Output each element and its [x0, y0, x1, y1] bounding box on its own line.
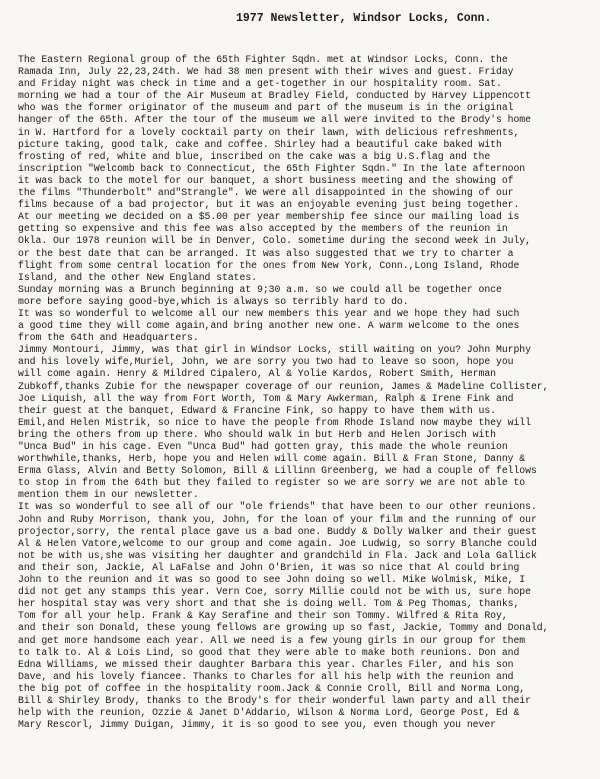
text-line: bring the others from up there. Who should walk in but Herb and Helen Jorisch with — [18, 428, 496, 440]
text-line: and their son, Jackie, Al LaFalse and John O'Brien, it was so nice that Al could bring — [18, 561, 520, 573]
text-line: Jimmy Montouri, Jimmy, was that girl in Windsor Locks, still waiting on you? John Murphy — [18, 344, 531, 356]
text-line: her hospital stay was very short and that she is doing well. Tom & Peg Thomas, thanks, — [18, 598, 520, 610]
text-line: Okla. Our 1978 reunion will be in Denver, Colo. sometime during the second week in July, — [18, 235, 531, 247]
newsletter-title: 1977 Newsletter, Windsor Locks, Conn. — [236, 12, 492, 25]
text-line: to talk to. Al & Lois Lind, so good that they were able to make both reunions. Don and — [18, 646, 520, 658]
text-line: and his lovely wife,Muriel, John, we are sorry you two had to leave so soon, hope you — [18, 356, 514, 368]
text-line: flight from some central location for the ones from New York, Conn.,Long Island, Rhode — [18, 259, 520, 271]
text-line: "Unca Bud" in his cage. Even "Unca Bud" had gotten gray, this made the whole reunion — [18, 441, 508, 452]
text-line: mention them in our newsletter. — [18, 489, 199, 501]
text-line: and their son Donald, these young fellows are growing up so fast, Jackie, Tommy and Donald, — [18, 622, 549, 634]
text-line: Joe Liquish, all the way from Fort Worth, Tom & Mary Awkerman, Ralph & Irene Fink and — [18, 392, 514, 404]
text-line: the films "Thunderbolt" and"Strangle". We were all disappointed in the showing of our — [18, 187, 514, 199]
text-line: picture taking, good talk, cake and coffee. Shirley had a beautiful cake baked with — [18, 138, 502, 150]
text-line: worthwhile,thanks, Herb, hope you and Helen will come again. Bill & Fran Stone, Danny & — [18, 453, 526, 465]
text-line: getting so expensive and this fee was also accepted by the members of the reunion in — [18, 223, 508, 235]
text-line: The Eastern Regional group of the 65th Fighter Sqdn. met at Windsor Locks, Conn. the — [18, 54, 508, 65]
text-line: hanger of the 65th. After the tour of the museum we all were invited to the Brody's home — [18, 114, 531, 126]
text-line: it was back to the motel for our banquet, a short business meeting and the showing of — [18, 174, 514, 186]
newsletter-body — [18, 54, 600, 731]
text-line: Dave, and his lovely fiancee. Thanks to Charles for all his help with the reunion and — [18, 670, 514, 682]
text-line: did not get any stamps this year. Vern Coe, sorry Millie could not be with us, sure hope — [18, 586, 531, 598]
text-line: inscription "Welcomb back to Connecticut, the 65th Fighter Sqdn." In the late afternoon — [18, 162, 526, 174]
text-line: and get more handsome each year. All we need is a few young girls in our group for them — [18, 634, 526, 646]
text-line: projector,sorry, the rental place gave us a bad one. Buddy & Dolly Walker and their guest — [18, 525, 537, 537]
text-line: Bill & Shirley Brody, thanks to the Brody's for their wonderful lawn party and all their — [18, 694, 531, 706]
text-line: frosting of red, white and blue, inscribed on the cake was a big U.S.flag and the — [18, 150, 491, 162]
text-line: At our meeting we decided on a $5.00 per year membership fee since our mailing load is — [18, 211, 520, 223]
text-line: Zubkoff,thanks Zubie for the newspaper coverage of our reunion, James & Madeline Collister, — [18, 380, 549, 392]
text-line: morning we had a tour of the Air Museum at Bradley Field, conducted by Harvey Lippencott — [18, 90, 531, 102]
text-line: John and Ruby Morrison, thank you, John, for the loan of your film and the running of our — [18, 513, 537, 525]
text-line: Sunday morning was a Brunch beginning at 9;30 a.m. so we could all be together once — [18, 283, 502, 295]
text-line: to stop in from the 64th but they failed to register so we are sorry we are not able to — [18, 477, 526, 489]
text-line: will come again. Henry & Mildred Cipalero, Al & Yolie Kardos, Robert Smith, Herman — [18, 368, 496, 380]
text-line: Erma Glass, Alvin and Betty Solomon, Bill & Lillinn Greenberg, we had a couple of fellows — [18, 465, 537, 477]
text-line: who was the former originator of the museum and part of the museum is in the original — [18, 102, 514, 114]
text-line: Al & Helen Vatore,welcome to our group and come again. Joe Ludwig, so sorry Blanche could — [18, 537, 537, 549]
text-line: help with the reunion, Ozzie & Janet D'Addario, Wilson & Norma Lord, George Post, Ed & — [18, 707, 520, 719]
text-line: a good time they will come again,and bring another new one. A warm welcome to the ones — [18, 320, 520, 332]
text-line: the big pot of coffee in the hospitality room.Jack & Connie Croll, Bill and Norma Long, — [18, 682, 526, 694]
text-line: It was so wonderful to see all of our "ole friends" that have been to our other reunions. — [18, 501, 537, 513]
text-line: more before saying good-bye,which is always so terribly hard to do. — [18, 295, 409, 307]
text-line: Ramada Inn, July 22,23,24th. We had 38 men present with their wives and guest. Friday — [18, 66, 514, 78]
text-line: John to the reunion and it was so good to see John doing so well. Mike Wolmisk, Mike, I — [18, 574, 526, 586]
text-line: films because of a bad projector, but it was an enjoyable evening just being together. — [18, 199, 520, 211]
text-line: Mary Rescorl, Jimmy Duigan, Jimmy, it is so good to see you, even though you never — [18, 719, 496, 731]
text-line: and Friday night was check in time and a get-together in our hospitality room. Sat. — [18, 78, 502, 90]
text-line: in W. Hartford for a lovely cocktail party on their lawn, with delicious refreshments, — [18, 126, 520, 138]
text-line: Island, and the other New England states. — [18, 271, 257, 283]
text-line: Emil,and Helen Mistrik, so nice to have the people from Rhode Island now maybe they will — [18, 416, 531, 428]
text-line: not be with us,she was visiting her daughter and grandchild in Fla. Jack and Lola Gallick — [18, 549, 537, 561]
text-line: Edna Williams, we missed their daughter Barbara this year. Charles Filer, and his son — [18, 658, 514, 670]
text-line: It was so wonderful to welcome all our new members this year and we hope they had such — [18, 307, 520, 319]
text-line: Tom for all your help. Frank & Kay Serafine and their son Tommy. Wilfred & Rita Roy, — [18, 610, 508, 622]
text-line: their guest at the banquet, Edward & Francine Fink, so happy to have them with us. — [18, 404, 496, 416]
text-line: from the 64th and Headquarters. — [18, 332, 199, 344]
text-line: or the best date that can be arranged. It was also suggested that we try to charter a — [18, 247, 514, 259]
